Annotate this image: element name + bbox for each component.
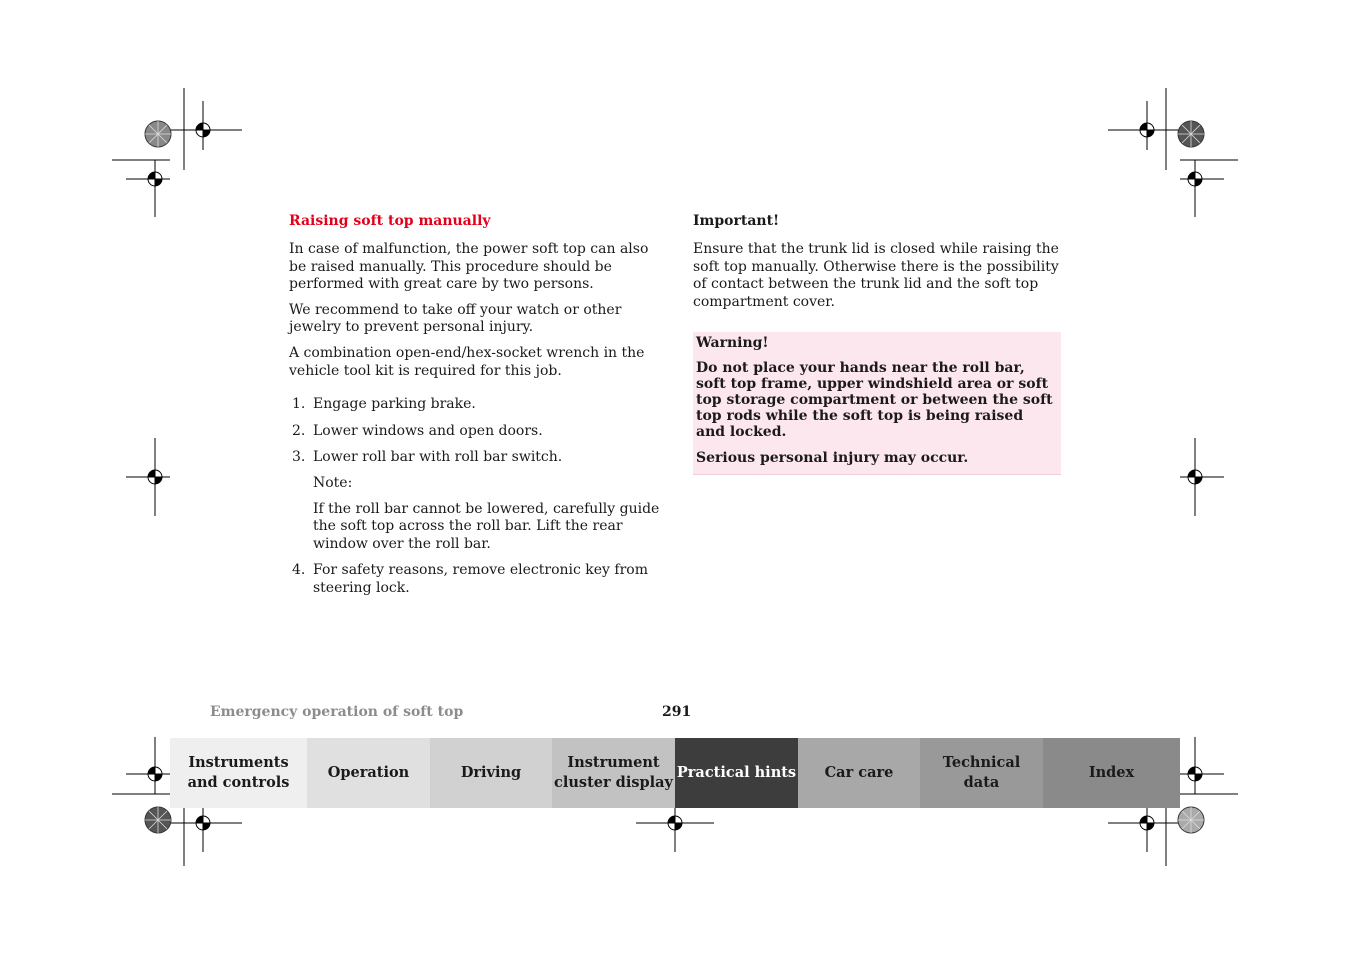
page-number: 291: [662, 704, 692, 720]
tab-instrument-cluster-display[interactable]: Instrument cluster display: [552, 738, 675, 808]
tab-index[interactable]: Index: [1043, 738, 1180, 808]
warning-text: Do not place your hands near the roll bar, soft top frame, upper windshield area or soft top storage compartment or between the soft top rods while the soft top is being raised and locked.: [696, 360, 1053, 441]
step-number: 2.: [292, 422, 306, 439]
footer-section-title: Emergency operation of soft top: [210, 704, 464, 720]
recommendation-paragraph: We recommend to take off your watch or other jewelry to prevent personal injury.: [289, 301, 622, 336]
list-item: [289, 449, 661, 553]
tab-driving[interactable]: Driving: [430, 738, 552, 808]
tab-car-care[interactable]: Car care: [798, 738, 920, 808]
tab-operation[interactable]: Operation: [307, 738, 430, 808]
step-text: Lower roll bar with roll bar switch.: [313, 449, 563, 466]
list-item: [289, 423, 661, 441]
warning-box: [693, 332, 1061, 475]
important-paragraph: Ensure that the trunk lid is closed while raising the soft top manually. Otherwise there is the possibility of contact between the trunk lid and the soft top compartment cover.: [693, 241, 1059, 310]
warning-consequence: Serious personal injury may occur.: [696, 450, 969, 467]
tab-practical-hints[interactable]: Practical hints: [675, 738, 798, 808]
step-number: 1.: [292, 396, 306, 413]
important-heading: Important!: [693, 213, 780, 229]
right-column: [693, 212, 1061, 475]
left-column: [289, 212, 661, 607]
step-number: 3.: [292, 449, 306, 466]
tab-technical-data[interactable]: Technical data: [920, 738, 1043, 808]
list-item: [289, 562, 661, 597]
tool-paragraph: A combination open-end/hex-socket wrench in the vehicle tool kit is required for this job.: [289, 344, 645, 379]
note-label: Note:: [313, 474, 353, 491]
chapter-tabs: [170, 738, 1180, 808]
tab-instruments-and-controls[interactable]: Instruments and controls: [170, 738, 307, 808]
step-text: Lower windows and open doors.: [313, 422, 543, 439]
steps-list: [289, 396, 661, 597]
note-text: If the roll bar cannot be lowered, carefully guide the soft top across the roll bar. Lift the rear window over the roll bar.: [313, 500, 660, 552]
warning-title: Warning!: [696, 335, 769, 352]
intro-paragraph: In case of malfunction, the power soft top can also be raised manually. This procedure should be performed with great care by two persons.: [289, 241, 649, 293]
step-text: Engage parking brake.: [313, 396, 476, 413]
step-text: For safety reasons, remove electronic key from steering lock.: [313, 562, 648, 596]
list-item: [289, 396, 661, 414]
step-number: 4.: [292, 562, 306, 579]
section-heading: Raising soft top manually: [289, 213, 491, 229]
